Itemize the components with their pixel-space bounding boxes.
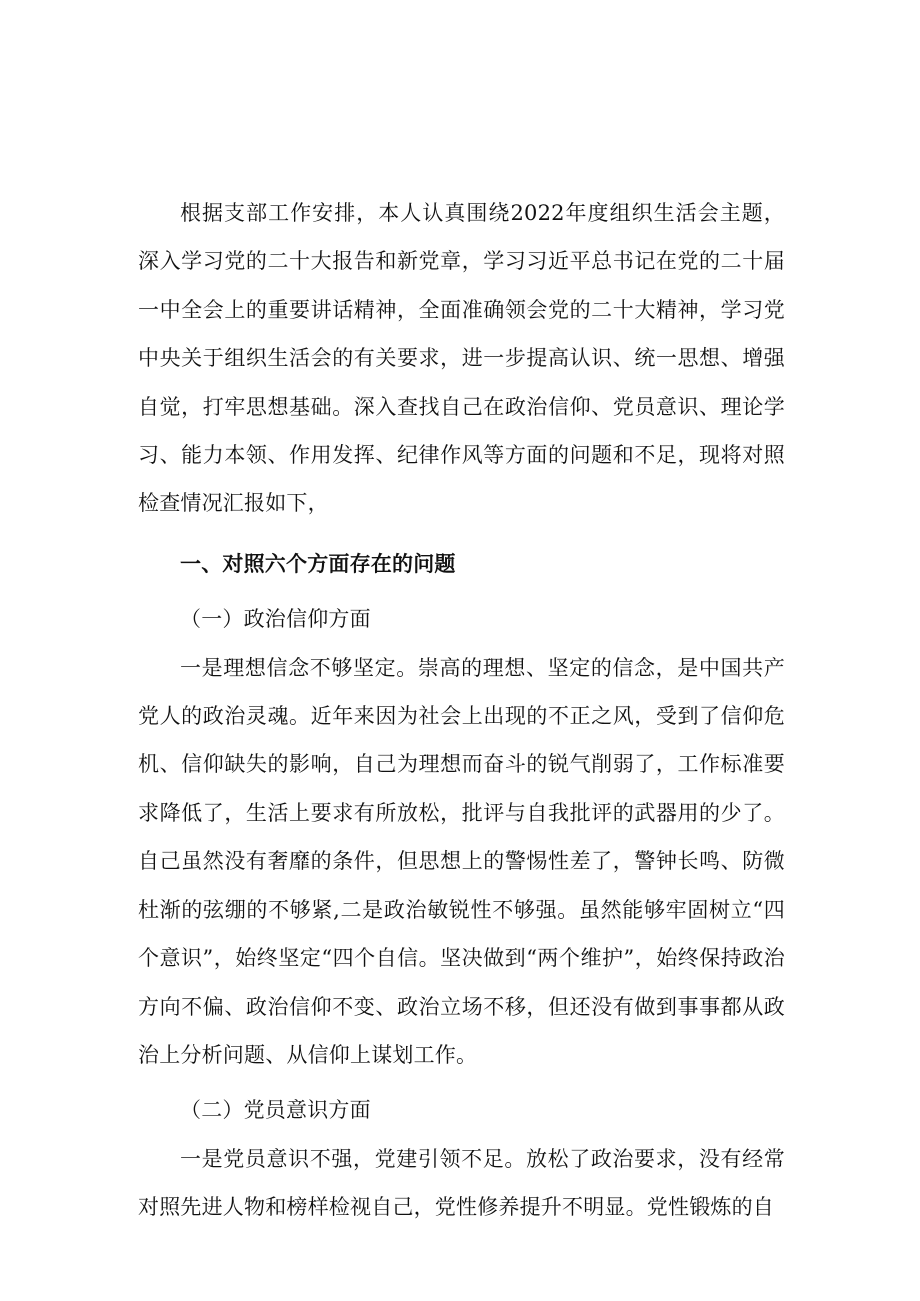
intro-paragraph: 根据支部工作安排，本人认真围绕2022年度组织生活会主题，深入学习党的二十大报告和新党章，学习习近平总书记在党的二十届一中全会上的重要讲话精神，全面准确领会党的二十大精神，学习党中央关于组织生活会的有关要求，进一步提高认识、统一思想、增强自觉，打牢思想基础。深入查找自己在政治信仰、党员意识、理论学习、能力本领、作用发挥、纪律作风等方面的问题和不足，现将对照检查情况汇报如下， bbox=[138, 201, 785, 516]
subsection-heading-party-awareness: （二）党员意识方面 bbox=[180, 1098, 371, 1123]
document-body bbox=[138, 189, 785, 1232]
body-paragraph-political-belief: 一是理想信念不够坚定。崇高的理想、坚定的信念，是中国共产党人的政治灵魂。近年来因为社会上出现的不正之风，受到了信仰危机、信仰缺失的影响，自己为理想而奋斗的锐气削弱了，工作标准要求降低了，生活上要求有所放松，批评与自我批评的武器用的少了。自己虽然没有奢靡的条件，但思想上的警惕性差了，警钟长鸣、防微杜渐的弦绷的不够紧,二是政治敏锐性不够强。虽然能够牢固树立“四个意识”，始终坚定“四个自信。坚决做到“两个维护”，始终保持政治方向不偏、政治信仰不变、政治立场不移，但还没有做到事事都从政治上分析问题、从信仰上谋划工作。 bbox=[138, 655, 785, 1067]
body-paragraph-party-awareness: 一是党员意识不强，党建引领不足。放松了政治要求，没有经常对照先进人物和榜样检视自己，党性修养提升不明显。党性锻炼的自 bbox=[138, 1146, 785, 1220]
section-heading: 一、对照六个方面存在的问题 bbox=[180, 551, 456, 576]
subsection-heading-political-belief: （一）政治信仰方面 bbox=[180, 607, 371, 632]
